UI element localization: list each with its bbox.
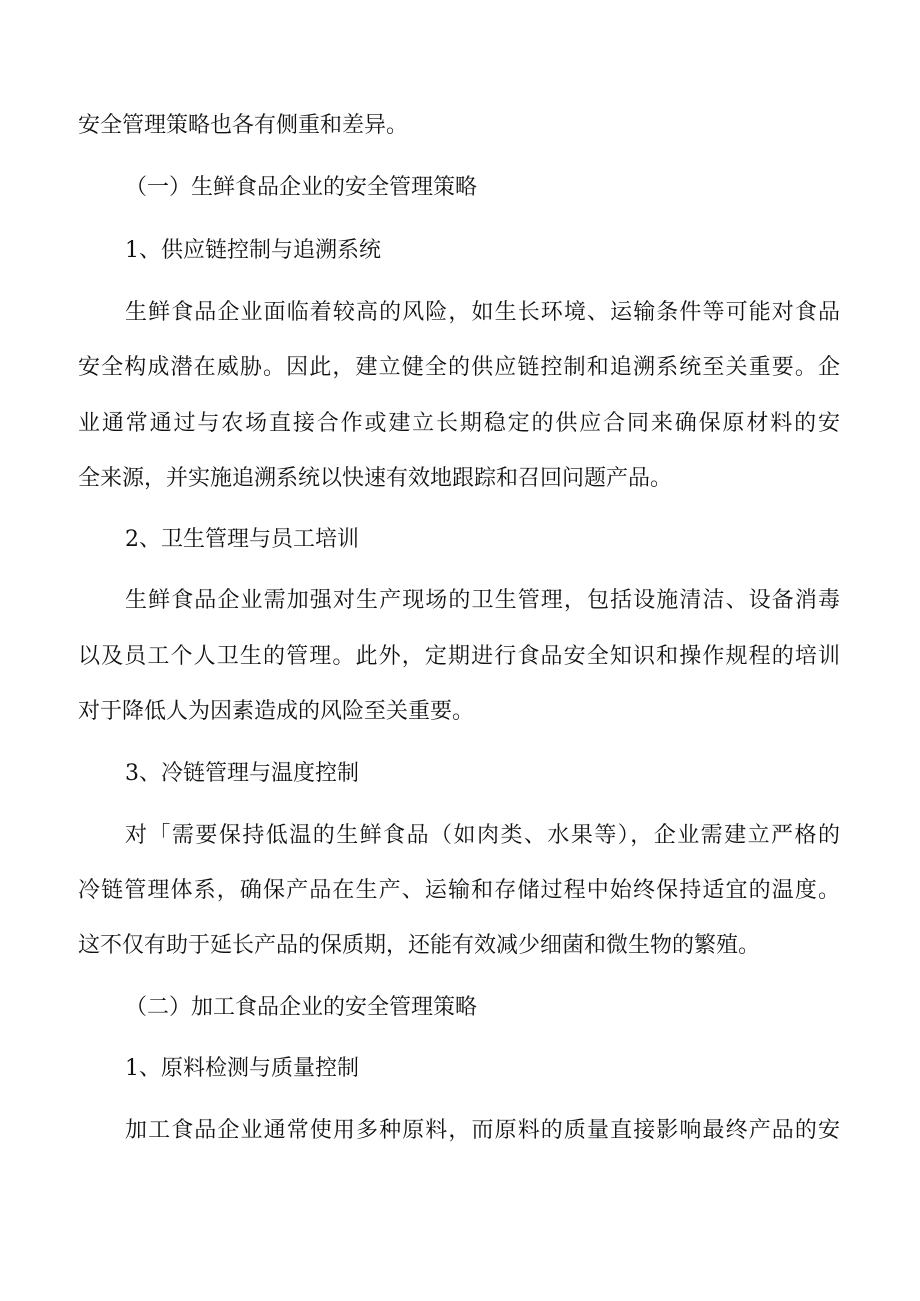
paragraph-1-line-3: 业通常通过与农场直接合作或建立长期稳定的供应合同来确保原材料的安 (78, 411, 840, 436)
section-heading-2: （二）加工食品企业的安全管理策略 (125, 995, 478, 1020)
paragraph-1-line-2: 安全构成潜在威胁。因此，建立健全的供应链控制和追溯系统至关重要。企 (78, 355, 840, 380)
subheading-1-2: 2、卫生管理与员工培训 (125, 527, 359, 552)
paragraph-2-line-3: 对于降低人为因素造成的风险至关重要。 (78, 699, 475, 724)
subheading-1-3: 3、冷链管理与温度控制 (125, 761, 359, 786)
paragraph-3-line-3: 这不仅有助于延长产品的保质期，还能有效减少细菌和微生物的繁殖。 (78, 933, 761, 958)
paragraph-2-line-2: 以及员工个人卫生的管理。此外，定期进行食品安全知识和操作规程的培训 (78, 644, 840, 669)
paragraph-1-line-4: 全来源，并实施追溯系统以快速有效地跟踪和召回问题产品。 (78, 466, 673, 491)
paragraph-1-line-1: 生鲜食品企业面临着较高的风险，如生长环境、运输条件等可能对食品 (125, 300, 840, 325)
paragraph-3-line-1: 对「需要保持低温的生鲜食品（如肉类、水果等），企业需建立严格的 (125, 823, 840, 848)
section-heading-1: （一）生鲜食品企业的安全管理策略 (125, 175, 478, 200)
subheading-1-1: 1、供应链控制与追溯系统 (125, 238, 381, 263)
paragraph-3-line-2: 冷链管理体系，确保产品在生产、运输和存储过程中始终保持适宜的温度。 (78, 878, 840, 903)
paragraph-continuation-line: 安全管理策略也各有侧重和差异。 (78, 113, 409, 138)
paragraph-4-line-1: 加工食品企业通常使用多种原料，而原料的质量直接影响最终产品的安 (125, 1118, 840, 1143)
subheading-2-1: 1、原料检测与质量控制 (125, 1056, 359, 1081)
paragraph-2-line-1: 生鲜食品企业需加强对生产现场的卫生管理，包括设施清洁、设备消毒 (125, 588, 840, 613)
